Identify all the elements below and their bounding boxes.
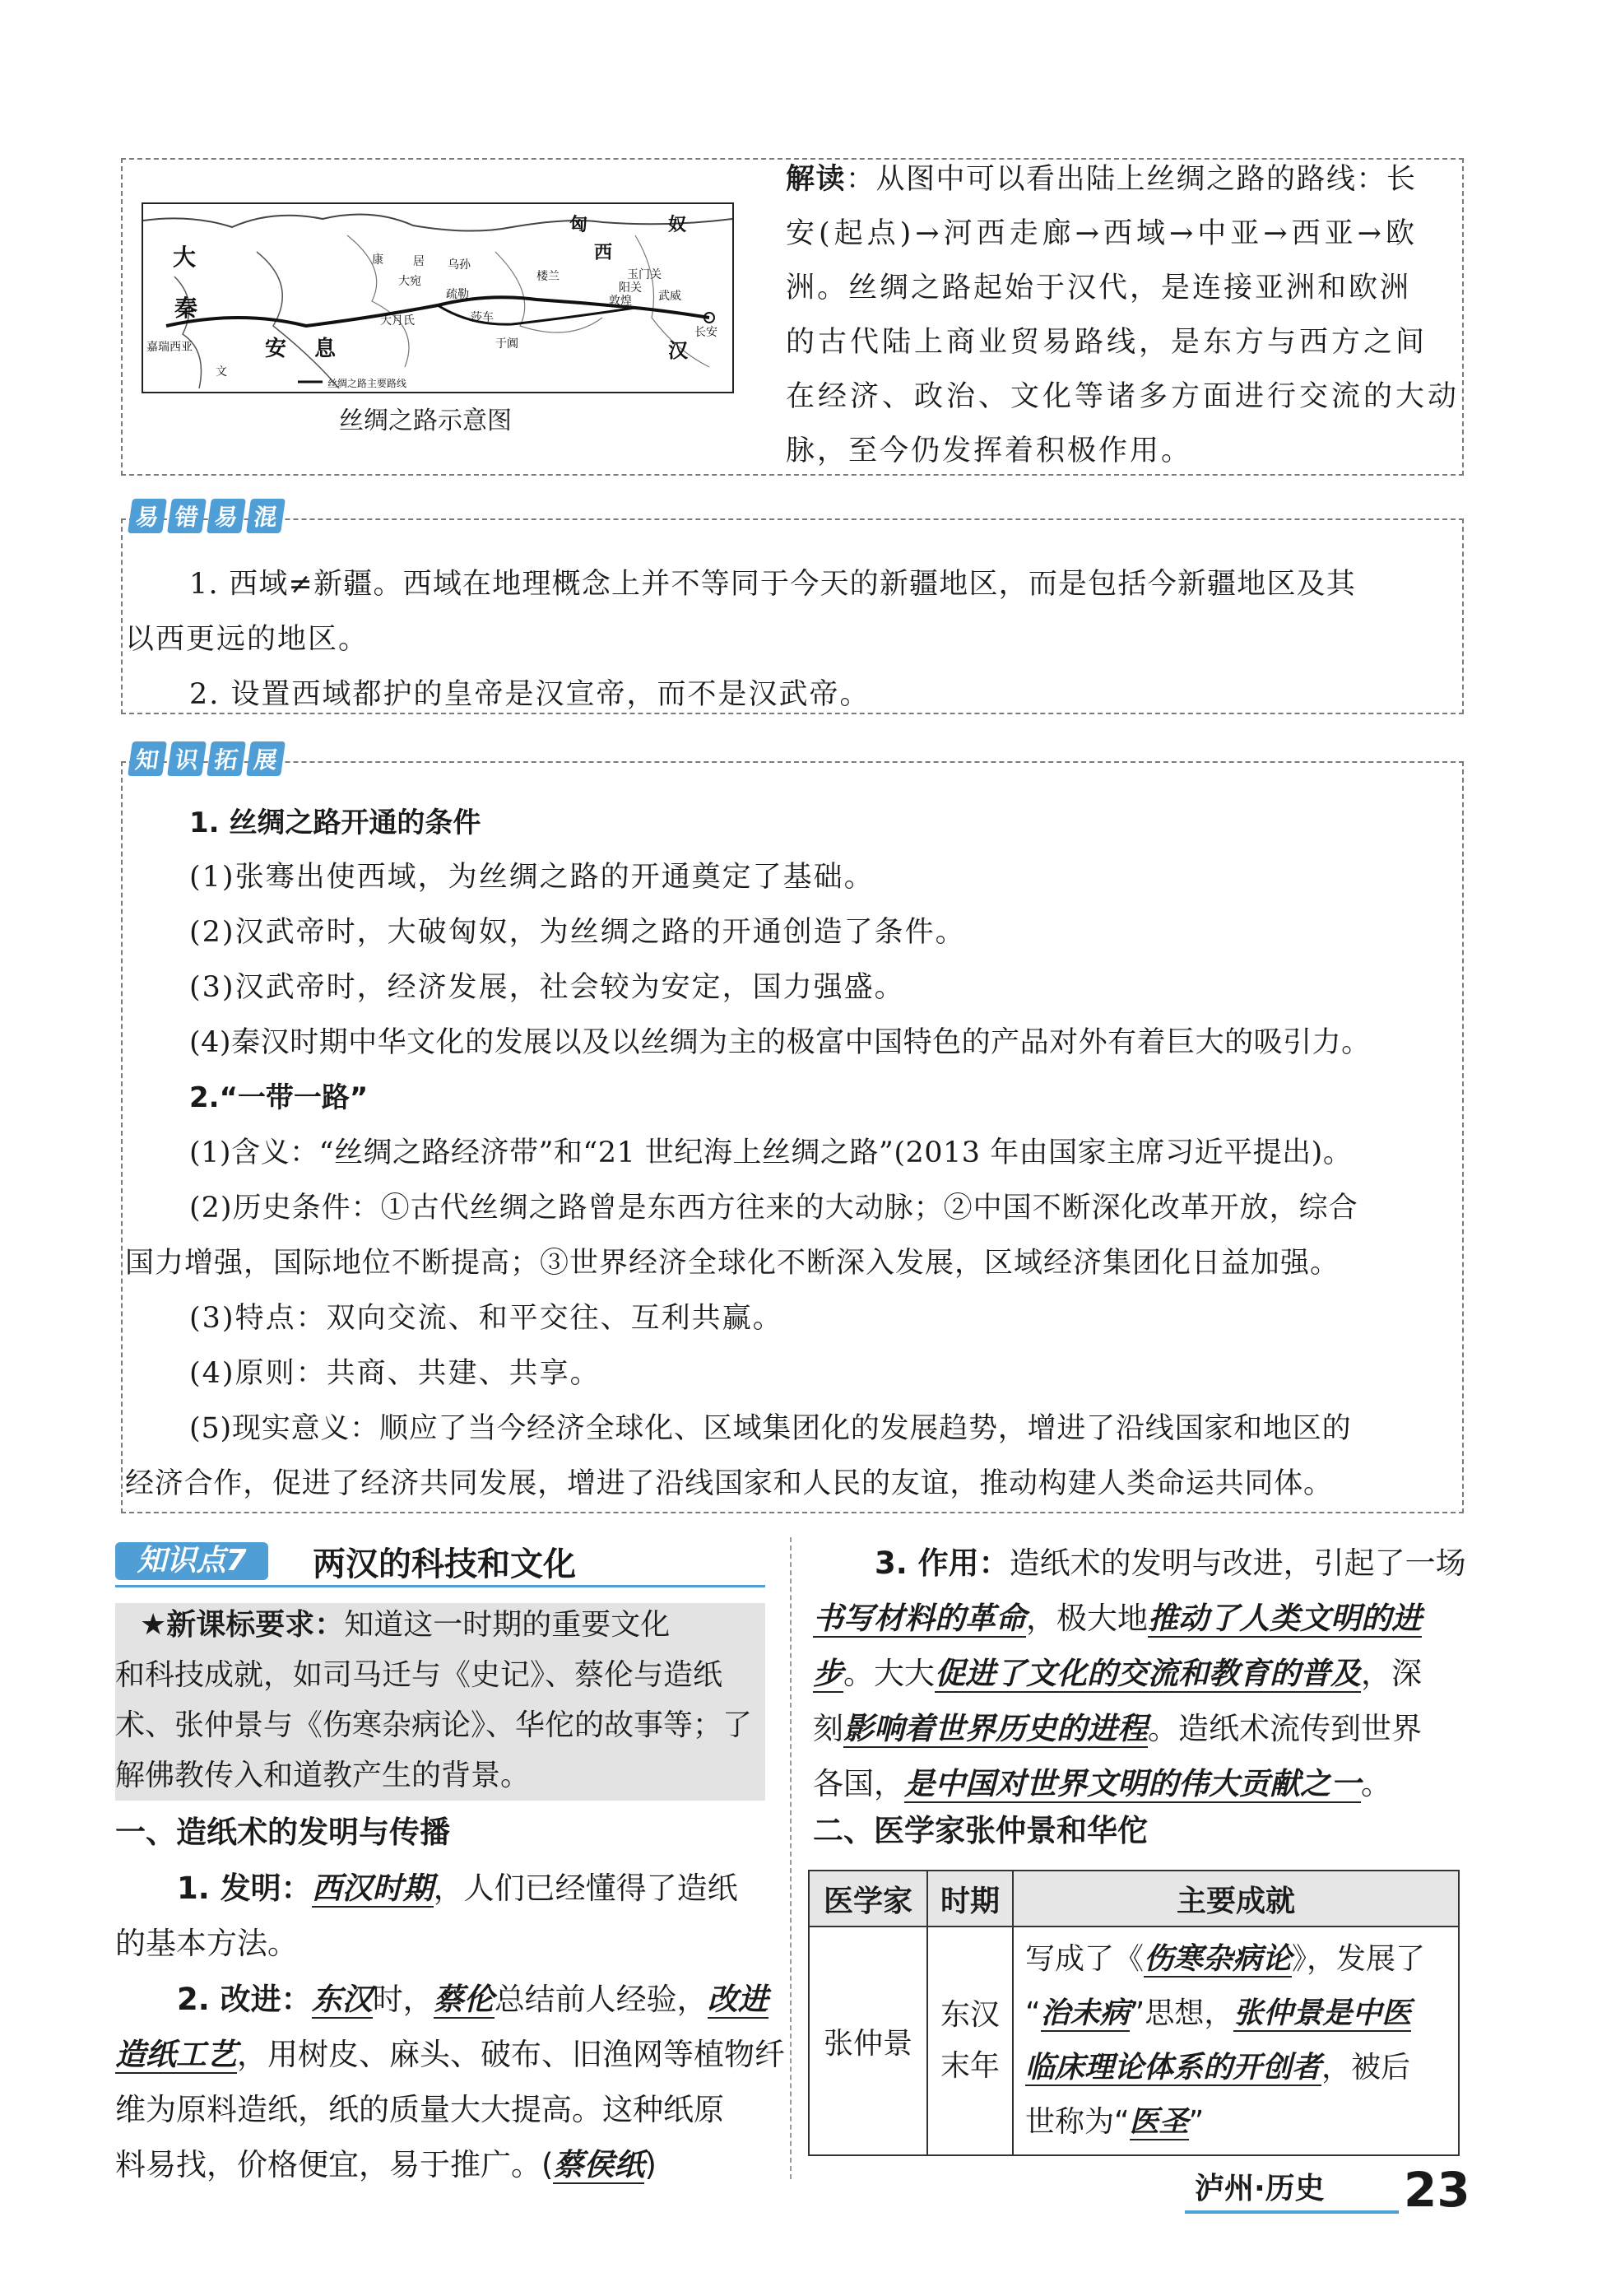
effect-line: 书写材料的革命，极大地推动了人类文明的进 — [813, 1601, 1422, 1636]
expand-heading: 1. 丝绸之路开通的条件 — [189, 806, 481, 839]
footer-bar — [1185, 2210, 1399, 2214]
table-header-row — [809, 1871, 1459, 1927]
improve-line: 维为原料造纸，纸的质量大大提高。这种纸原 — [115, 2092, 724, 2127]
map-label: 长安 — [694, 326, 717, 339]
map-label: 莎车 — [471, 311, 494, 324]
map-label: 玉门关 — [627, 268, 662, 281]
expand-heading: 2.“一带一路” — [189, 1081, 369, 1114]
expand-tag: 知 识 拓 展 — [130, 741, 283, 778]
physician-achievement: 写成了《伤寒杂病论》，发展了 “治未病”思想，张仲景是中医 临床理论体系的开创者，被后 世称为“医圣” — [1013, 1927, 1459, 2155]
kp7-badge: 知识点7 — [115, 1542, 268, 1580]
expand-item: (5)现实意义：顺应了当今经济全球化、区域集团化的发展趋势，增进了沿线国家和地区的 — [189, 1412, 1352, 1445]
map-label: 大宛 — [398, 275, 421, 288]
invent-line: 的基本方法。 — [115, 1926, 298, 1961]
expand-item: (1)含义：“丝绸之路经济带”和“21 世纪海上丝绸之路”(2013 年由国家主席习近平提出)。 — [189, 1136, 1353, 1169]
effect-line: 刻影响着世界历史的进程。造纸术流传到世界 — [813, 1711, 1422, 1746]
map-label: 息 — [314, 337, 337, 361]
expand-item: (3)特点：双向交流、和平交往、互利共赢。 — [189, 1302, 783, 1335]
physician-name: 张仲景 — [809, 1927, 927, 2155]
mistakes-tag: 易 错 易 混 — [130, 499, 283, 535]
map-label: 文 — [216, 365, 227, 379]
map-label: 大月氏 — [380, 314, 415, 328]
reading-line: 安(起点)→河西走廊→西域→中亚→西亚→欧 — [786, 217, 1419, 250]
kp7-title: 两汉的科技和文化 — [313, 1545, 576, 1583]
map-label: 楼兰 — [536, 270, 560, 283]
physician-table — [808, 1870, 1460, 2156]
effect-line: 步。大大促进了文化的交流和教育的普及，深 — [813, 1656, 1422, 1691]
section-heading: 一、造纸术的发明与传播 — [115, 1815, 450, 1850]
expand-item: (2)汉武帝时，大破匈奴，为丝绸之路的开通创造了条件。 — [189, 916, 966, 949]
expand-item: (1)张骞出使西域，为丝绸之路的开通奠定了基础。 — [189, 861, 875, 894]
reading-line: ：从图中可以看出陆上丝绸之路的路线：长 — [846, 163, 1417, 196]
invent-line: 1. 发明：西汉时期，人们已经懂得了造纸 — [177, 1871, 738, 1906]
table-header: 主要成就 — [1013, 1871, 1459, 1927]
map-label: 康 — [372, 253, 383, 267]
expand-item: (3)汉武帝时，经济发展，社会较为安定，国力强盛。 — [189, 971, 905, 1004]
improve-line: 2. 改进：东汉时，蔡伦总结前人经验，改进 — [177, 1982, 768, 2017]
map-label: 匈 — [569, 214, 588, 235]
requirement-line: 术、张仲景与《伤寒杂病论》、华佗的故事等；了 — [115, 1708, 753, 1742]
reading-line: 的古代陆上商业贸易路线，是东方与西方之间 — [786, 326, 1428, 359]
map-label: 武威 — [658, 290, 681, 303]
physician-period: 东汉 末年 — [927, 1927, 1013, 2155]
map-label: 汉 — [668, 338, 688, 362]
map-label: 阳关 — [619, 281, 642, 295]
table-header: 医学家 — [809, 1871, 927, 1927]
footer-region: 泸州·历史 — [1195, 2172, 1325, 2205]
requirement-line: 解佛教传入和道教产生的背景。 — [115, 1759, 531, 1792]
map-label: 居 — [413, 255, 425, 268]
reading-line: 脉，至今仍发挥着积极作用。 — [786, 435, 1193, 467]
requirement-line: 和科技成就，如司马迁与《史记》、蔡伦与造纸 — [115, 1658, 723, 1692]
reading-label: 解读 — [786, 163, 847, 196]
map-label: 敦煌 — [609, 295, 632, 308]
silk-road-map-figure — [142, 202, 734, 393]
table-header: 时期 — [927, 1871, 1013, 1927]
mistake-line: 2. 设置西域都护的皇帝是汉宣帝，而不是汉武帝。 — [189, 678, 871, 711]
section-heading: 二、医学家张仲景和华佗 — [813, 1813, 1148, 1848]
improve-line: 料易找，价格便宜，易于推广。(蔡侯纸) — [115, 2147, 657, 2182]
expand-item: 经济合作，促进了经济共同发展，增进了沿线国家和人民的友谊，推动构建人类命运共同体。 — [125, 1467, 1333, 1500]
silk-road-map — [142, 202, 734, 393]
kp7-header — [115, 1541, 765, 1587]
map-label: 西 — [594, 242, 613, 263]
map-caption: 丝绸之路示意图 — [339, 407, 512, 435]
map-label: 大 — [173, 244, 197, 271]
map-label: 于阗 — [495, 337, 518, 351]
reading-line: 洲。丝绸之路起始于汉代，是连接亚洲和欧洲 — [786, 272, 1412, 304]
effect-line: 3. 作用：造纸术的发明与改进，引起了一场 — [875, 1545, 1466, 1581]
improve-line: 造纸工艺，用树皮、麻头、破布、旧渔网等植物纤 — [115, 2037, 785, 2072]
map-legend: 丝绸之路主要路线 — [327, 378, 407, 389]
effect-line: 各国，是中国对世界文明的伟大贡献之一。 — [813, 1766, 1391, 1801]
reading-line: 在经济、政治、文化等诸多方面进行交流的大动 — [786, 380, 1460, 413]
map-label: 疏勒 — [446, 288, 469, 301]
table-row — [809, 1927, 1459, 2155]
map-label: 安 — [265, 337, 287, 361]
mistake-line: 以西更远的地区。 — [125, 623, 369, 656]
map-label: 奴 — [668, 214, 687, 235]
map-label: 乌孙 — [448, 258, 471, 272]
column-divider — [790, 1537, 792, 2179]
requirement-line: ★新课标要求：知道这一时期的重要文化 — [140, 1608, 671, 1642]
map-label: 嘉瑞西亚 — [146, 341, 193, 354]
expand-item: (2)历史条件：①古代丝绸之路曾是东西方往来的大动脉；②中国不断深化改革开放，综合 — [189, 1192, 1358, 1225]
expand-item: (4)秦汉时期中华文化的发展以及以丝绸为主的极富中国特色的产品对外有着巨大的吸引力。 — [189, 1026, 1371, 1059]
expand-item: 国力增强，国际地位不断提高；③世界经济全球化不断深入发展，区域经济集团化日益加强。 — [125, 1247, 1340, 1280]
map-label: 秦 — [174, 295, 198, 322]
expand-item: (4)原则：共商、共建、共享。 — [189, 1357, 601, 1390]
mistake-line: 1. 西域≠新疆。西域在地理概念上并不等同于今天的新疆地区，而是包括今新疆地区及其 — [189, 568, 1357, 601]
page-number: 23 — [1404, 2162, 1470, 2218]
